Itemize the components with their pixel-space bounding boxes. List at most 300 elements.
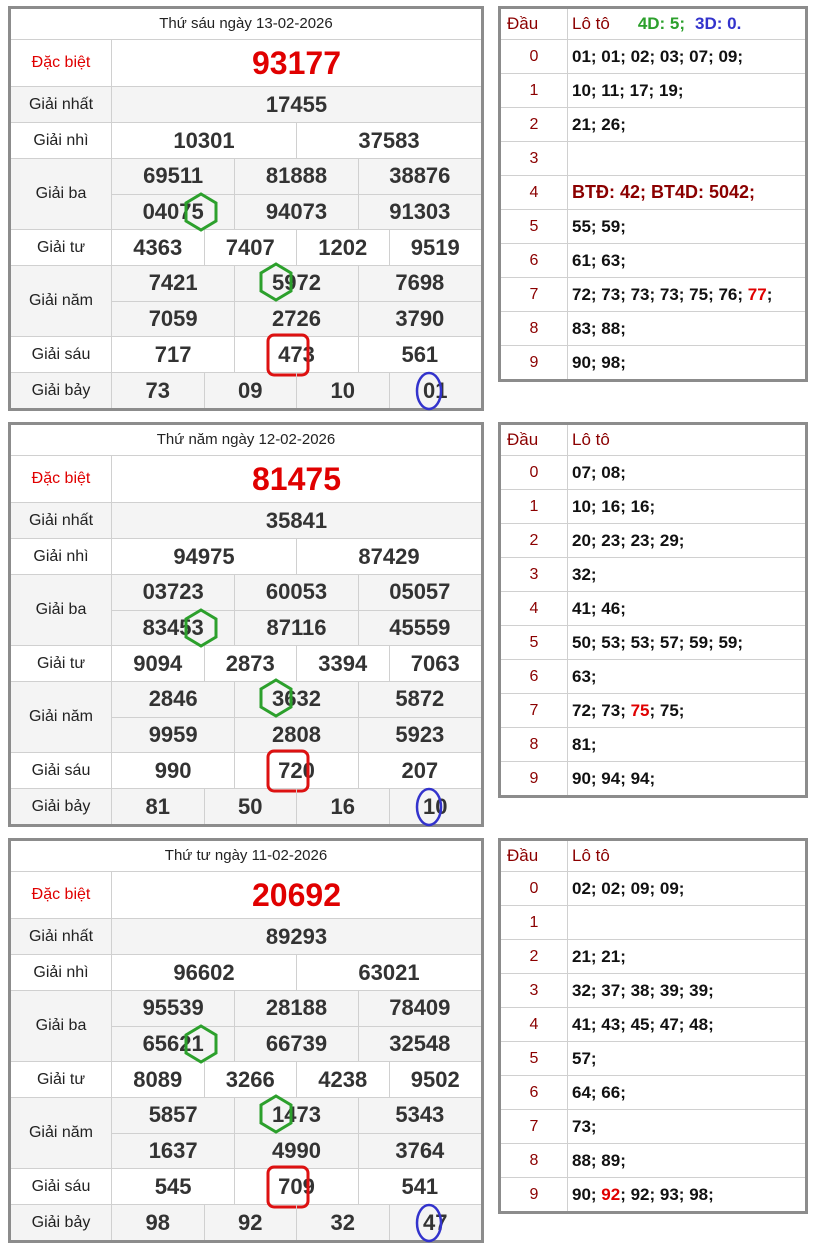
prize-number-text: 17455 [265,91,328,117]
prize-label: Giải tư [11,646,112,681]
prize-number-text: 10 [330,377,355,403]
dau-digit: 4 [501,592,568,625]
prize-row-giai-nhat [11,87,481,123]
prize-line [112,753,481,788]
dau-digit: 8 [501,1144,568,1177]
loto-text: 41; 46; [572,598,626,618]
prize-label: Giải nhất [11,503,112,538]
dau-digit: 9 [501,762,568,795]
loto-highlight: 77 [747,284,767,304]
loto-text: ; [766,284,773,304]
dau-digit: 1 [501,74,568,107]
loto-row [501,728,805,762]
loto-row [501,660,805,694]
prize-number [112,302,234,337]
prize-number [234,337,357,372]
loto-row [501,74,805,108]
prize-number [112,539,296,574]
prize-number-text: 4363 [133,234,183,260]
prize-row-giai-ba [11,991,481,1062]
prize-number-text: 28188 [265,995,328,1021]
loto-values [568,1110,805,1143]
prize-number [296,1062,389,1097]
prize-number [234,302,357,337]
dau-digit: 7 [501,278,568,311]
prize-number-text: 207 [401,757,439,783]
loto-values [568,592,805,625]
prize-number-text: 3632 [272,686,321,712]
loto-header-label: Lô tô [572,846,610,865]
prize-number [112,919,481,954]
prize-number-text: 60053 [265,579,328,605]
loto-values [568,694,805,727]
prize-number [234,1134,357,1169]
prize-number [358,1027,481,1062]
prize-number [296,955,481,990]
prize-number [358,302,481,337]
loto-text: 61; 63; [572,250,626,270]
loto-header-cell [568,841,805,871]
prize-label: Giải nhì [11,123,112,158]
prize-line [112,955,481,990]
loto-row [501,40,805,74]
prize-line [112,575,481,610]
prize-number [112,195,234,230]
loto-row [501,626,805,660]
prize-row-giai-bay [11,373,481,408]
prize-number-text: 94975 [173,543,235,569]
prize-label: Giải ba [11,575,112,645]
prize-label: Giải sáu [11,337,112,372]
loto-text: 90; 94; 94; [572,768,656,788]
prize-number [296,539,481,574]
prize-row-giai-ba [11,575,481,646]
prize-label: Giải nhì [11,955,112,990]
prize-values [112,87,481,122]
prize-line [112,337,481,372]
loto-row [501,762,805,795]
prize-number [358,1134,481,1169]
loto-row [501,1042,805,1076]
loto-row [501,524,805,558]
prize-number-text: 81888 [265,163,328,189]
prize-number-text: 32548 [389,1030,451,1056]
prize-number-text: 1473 [272,1102,321,1128]
prize-row-giai-nam [11,1098,481,1169]
loto-row [501,694,805,728]
prize-number [358,682,481,717]
prize-line [112,194,481,230]
dau-digit: 1 [501,906,568,939]
dau-digit: 0 [501,456,568,489]
loto-values [568,728,805,761]
loto-row [501,346,805,379]
prize-values [112,373,481,408]
prize-number [358,753,481,788]
prize-number-text: 37583 [358,127,420,153]
prize-number-text: 3266 [225,1066,275,1092]
loto-text: 10; 16; 16; [572,496,656,516]
prize-number-text: 98 [145,1209,170,1235]
loto-text: ; 75; [649,700,685,720]
loto-row [501,1110,805,1144]
dau-digit: 2 [501,524,568,557]
prize-number [112,955,296,990]
loto-text: 02; 02; 09; 09; [572,878,685,898]
prize-number-text: 8089 [133,1066,183,1092]
prize-number [389,230,482,265]
prize-number-text: 83453 [142,614,204,640]
prize-values [112,1062,481,1097]
loto-row [501,1008,805,1042]
prize-line [112,1169,481,1204]
prize-number [234,682,357,717]
loto-text: 57; [572,1048,597,1068]
prize-number [358,575,481,610]
loto-highlight: 92 [601,1184,621,1204]
results-table [8,838,484,1243]
prize-label: Giải sáu [11,753,112,788]
prize-number-text: 541 [401,1173,439,1199]
loto-row [501,108,805,142]
loto-row [501,872,805,906]
results-title: Thứ năm ngày 12-02-2026 [11,425,481,456]
dau-digit: 5 [501,210,568,243]
prize-line [112,373,481,408]
prize-row-giai-sau [11,337,481,373]
prize-number [389,373,482,408]
prize-number-text: 10 [423,793,448,819]
prize-values [112,753,481,788]
prize-number [112,611,234,646]
prize-number [112,1027,234,1062]
loto-row [501,558,805,592]
loto-text: 64; 66; [572,1082,626,1102]
loto-values [568,872,805,905]
prize-number-text: 03723 [142,579,204,605]
prize-number [358,337,481,372]
prize-number [234,266,357,301]
prize-number [389,1205,482,1240]
prize-number [296,646,389,681]
prize-values [112,159,481,229]
prize-values [112,230,481,265]
prize-number-text: 66739 [265,1030,328,1056]
special-prize-number [112,456,481,502]
prize-number [112,991,234,1026]
loto-row [501,312,805,346]
prize-number [112,1205,204,1240]
special-prize-number [112,40,481,86]
prize-label: Giải ba [11,159,112,229]
loto-header-label: Lô tô [572,430,610,449]
loto-row [501,176,805,210]
loto-header-cell [568,425,805,455]
loto-text: 90; 98; [572,352,626,372]
loto-values [568,278,805,311]
prize-label: Giải sáu [11,1169,112,1204]
loto-text: 90; [572,1184,602,1204]
prize-row-dac-biet [11,872,481,919]
prize-number-text: 93177 [252,44,341,81]
prize-line [112,123,481,158]
prize-number-text: 9519 [410,234,460,260]
prize-number [234,753,357,788]
prize-number [358,195,481,230]
dau-digit: 6 [501,244,568,277]
prize-label: Giải năm [11,266,112,336]
loto-text: 55; 59; [572,216,626,236]
loto-table [498,422,808,798]
prize-number-text: 10301 [173,127,235,153]
prize-line [112,301,481,337]
loto-values [568,1008,805,1041]
loto-text: 88; 89; [572,1150,626,1170]
loto-text: 21; 21; [572,946,626,966]
loto-row [501,906,805,940]
prize-number-text: 87429 [358,543,420,569]
loto-header [501,9,805,40]
prize-number-text: 709 [278,1173,315,1199]
prize-number-text: 81 [145,793,170,819]
prize-row-giai-nhi [11,539,481,575]
loto-text: 41; 43; 45; 47; 48; [572,1014,714,1034]
prize-line [112,682,481,717]
prize-number-text: 1637 [148,1137,198,1163]
prize-number [112,1134,234,1169]
dau-header: Đầu [501,9,568,39]
loto-table [498,838,808,1214]
prize-number-text: 1202 [318,234,368,260]
prize-label: Giải ba [11,991,112,1061]
dau-digit: 2 [501,940,568,973]
prize-number [112,1098,234,1133]
loto-header [501,425,805,456]
loto-values [568,74,805,107]
prize-number-text: 717 [154,341,192,367]
prize-number [296,373,389,408]
prize-number [112,682,234,717]
prize-number [204,230,297,265]
prize-number [112,646,204,681]
prize-values [112,1205,481,1240]
prize-number [296,123,481,158]
loto-row [501,490,805,524]
loto-text: 72; 73; 73; 73; 75; 76; [572,284,748,304]
prize-number [234,1027,357,1062]
loto-text: 32; 37; 38; 39; 39; [572,980,714,1000]
prize-number-text: 720 [278,757,315,783]
prize-number-text: 990 [154,757,192,783]
prize-number [112,373,204,408]
prize-label: Giải tư [11,230,112,265]
loto-text: 10; 11; 17; 19; [572,80,684,100]
stat-3d: 3D: 0. [695,14,742,33]
dau-digit: 3 [501,558,568,591]
prize-row-giai-sau [11,1169,481,1205]
prize-line [112,646,481,681]
loto-text: 72; 73; [572,700,631,720]
prize-number [358,611,481,646]
prize-number-text: 20692 [252,876,341,913]
prize-number-text: 7698 [395,270,445,296]
prize-row-dac-biet [11,40,481,87]
prize-number [234,1098,357,1133]
prize-number [204,373,297,408]
prize-number-text: 32 [330,1209,355,1235]
prize-line [112,991,481,1026]
prize-row-giai-nhi [11,955,481,991]
prize-number-text: 5972 [272,270,321,296]
prize-number-text: 78409 [389,995,451,1021]
prize-label: Giải bảy [11,373,112,408]
prize-values [112,123,481,158]
prize-values [112,539,481,574]
prize-number [234,159,357,194]
loto-row [501,592,805,626]
dau-digit: 4 [501,1008,568,1041]
prize-values [112,955,481,990]
loto-text: 20; 23; 23; 29; [572,530,685,550]
prize-values [112,1169,481,1204]
prize-number-text: 5923 [395,721,445,747]
prize-number [296,230,389,265]
prize-number-text: 545 [154,1173,192,1199]
results-title: Thứ tư ngày 11-02-2026 [11,841,481,872]
prize-number-text: 2873 [225,650,275,676]
loto-values [568,558,805,591]
prize-number-text: 9094 [133,650,183,676]
special-prize-number [112,872,481,918]
prize-number [358,1169,481,1204]
prize-values [112,575,481,645]
loto-row [501,974,805,1008]
prize-row-giai-nam [11,682,481,753]
prize-number-text: 95539 [142,995,204,1021]
dau-digit: 3 [501,142,568,175]
prize-number-text: 3394 [318,650,368,676]
loto-values [568,312,805,345]
prize-number-text: 2846 [148,686,198,712]
prize-number [296,1205,389,1240]
prize-number-text: 7059 [148,305,198,331]
loto-values [568,762,805,795]
loto-text: 01; 01; 02; 03; 07; 09; [572,46,744,66]
prize-values [112,991,481,1061]
prize-number-text: 2808 [272,721,321,747]
prize-row-giai-ba [11,159,481,230]
prize-number-text: 5872 [395,686,445,712]
prize-number-text: 96602 [173,959,235,985]
dau-digit: 3 [501,974,568,1007]
loto-values [568,142,805,175]
prize-number-text: 35841 [265,507,328,533]
loto-values [568,626,805,659]
prize-line [112,456,481,502]
prize-label: Giải bảy [11,1205,112,1240]
prize-number [234,718,357,753]
prize-values [112,646,481,681]
prize-number [204,646,297,681]
loto-values [568,1042,805,1075]
prize-row-giai-bay [11,789,481,824]
loto-text: 32; [572,564,597,584]
prize-line [112,1205,481,1240]
loto-row [501,244,805,278]
dau-digit: 7 [501,1110,568,1143]
prize-number-text: 38876 [389,163,451,189]
prize-row-giai-tu [11,646,481,682]
loto-header-label: Lô tô [572,14,610,33]
prize-number-text: 94073 [265,198,328,224]
prize-number-text: 04075 [142,198,204,224]
prize-values [112,1098,481,1168]
prize-values [112,789,481,824]
loto-values [568,524,805,557]
loto-row [501,1178,805,1211]
dau-digit: 2 [501,108,568,141]
prize-number [112,123,296,158]
loto-text: 07; 08; [572,462,626,482]
prize-number [234,195,357,230]
loto-text: 63; [572,666,597,686]
prize-row-giai-nhat [11,503,481,539]
loto-values [568,346,805,379]
loto-text: 81; [572,734,597,754]
prize-number-text: 7407 [225,234,275,260]
prize-label: Giải bảy [11,789,112,824]
prize-label: Giải tư [11,1062,112,1097]
prize-number-text: 47 [423,1209,448,1235]
prize-row-giai-sau [11,753,481,789]
dau-header: Đầu [501,841,568,871]
prize-number [389,789,482,824]
prize-number-text: 45559 [389,614,451,640]
prize-line [112,717,481,753]
prize-values [112,266,481,336]
prize-number-text: 81475 [252,460,341,497]
prize-number [358,718,481,753]
prize-number-text: 16 [330,793,355,819]
prize-number [112,789,204,824]
loto-values [568,940,805,973]
dau-digit: 5 [501,1042,568,1075]
stat-4d: 4D: 5; [637,14,686,33]
dau-digit: 0 [501,40,568,73]
prize-values [112,456,481,502]
dau-digit: 1 [501,490,568,523]
prize-number-text: 89293 [265,923,328,949]
dau-digit: 9 [501,1178,568,1211]
prize-number [358,266,481,301]
prize-number-text: 5857 [148,1102,198,1128]
prize-number-text: 7421 [148,270,198,296]
loto-header-cell [568,9,805,39]
prize-number [112,753,234,788]
prize-number-text: 9502 [410,1066,460,1092]
prize-number-text: 3790 [395,305,445,331]
prize-number-text: 4990 [272,1137,321,1163]
prize-number [112,503,481,538]
prize-values [112,40,481,86]
prize-label: Giải nhất [11,87,112,122]
prize-number [112,1169,234,1204]
loto-values [568,1144,805,1177]
loto-header [501,841,805,872]
loto-row [501,210,805,244]
prize-row-dac-biet [11,456,481,503]
loto-values [568,1076,805,1109]
